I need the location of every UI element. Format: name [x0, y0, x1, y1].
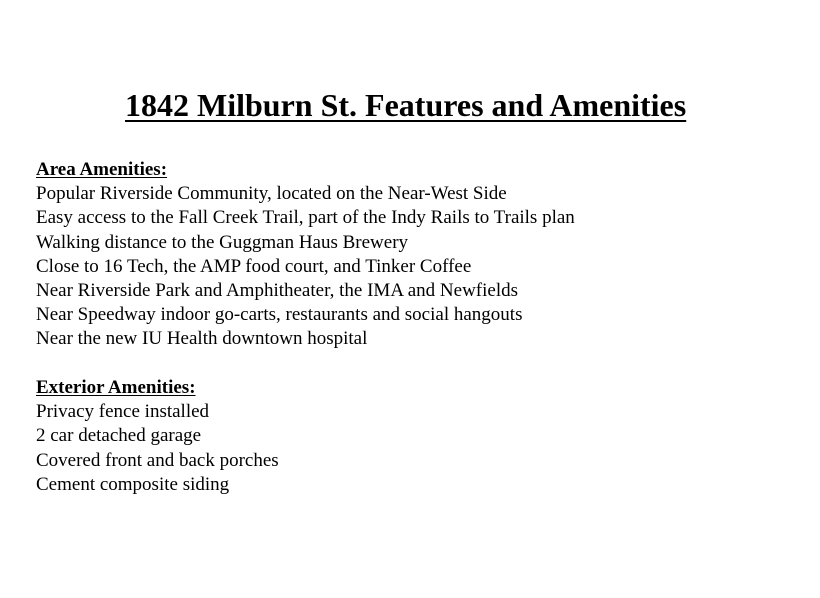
exterior-amenities-list	[36, 400, 279, 497]
area-amenities-section	[36, 158, 575, 352]
list-item: 2 car detached garage	[36, 425, 202, 447]
document-title: 1842 Milburn St. Features and Amenities	[125, 87, 687, 123]
area-amenities-list	[36, 182, 575, 351]
list-item: Walking distance to the Guggman Haus Brewery	[36, 231, 409, 253]
list-item: Covered front and back porches	[36, 449, 279, 471]
list-item: Near Speedway indoor go-carts, restaurants and social hangouts	[36, 304, 523, 326]
list-item: Near the new IU Health downtown hospital	[36, 328, 368, 350]
list-item: Popular Riverside Community, located on the Near-West Side	[36, 183, 507, 205]
exterior-amenities-heading: Exterior Amenities:	[36, 377, 196, 398]
exterior-amenities-section	[36, 376, 279, 497]
list-item: Close to 16 Tech, the AMP food court, and Tinker Coffee	[36, 255, 472, 277]
list-item: Cement composite siding	[36, 473, 230, 495]
list-item: Easy access to the Fall Creek Trail, part of the Indy Rails to Trails plan	[36, 207, 575, 229]
list-item: Privacy fence installed	[36, 401, 210, 423]
area-amenities-heading: Area Amenities:	[36, 159, 168, 180]
list-item: Near Riverside Park and Amphitheater, the IMA and Newfields	[36, 280, 519, 302]
